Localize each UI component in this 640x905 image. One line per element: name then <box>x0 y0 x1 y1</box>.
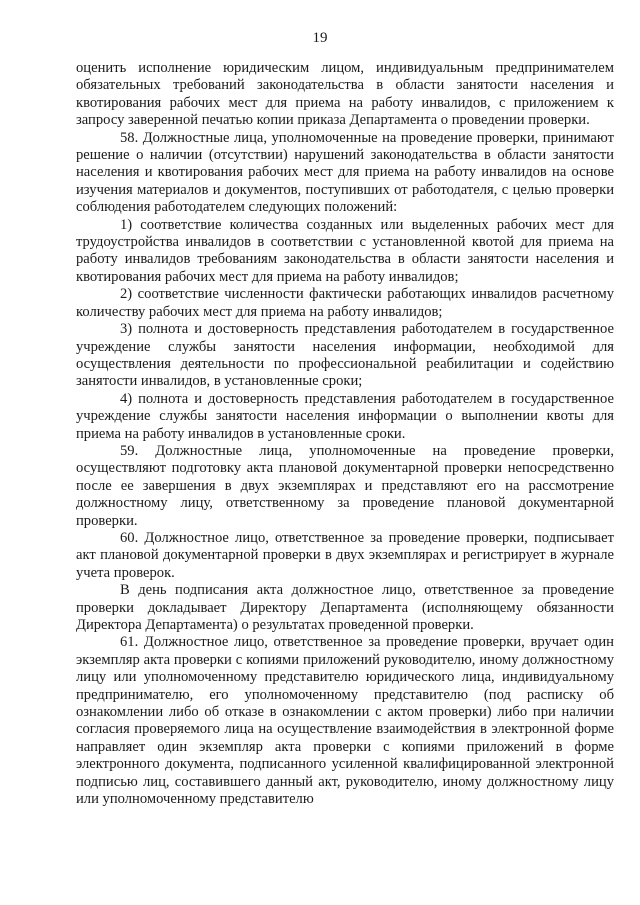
document-body <box>76 60 614 808</box>
paragraph-subitem-1: 1) соответствие количества созданных или выделенных рабочих мест для трудоустройства инвалидов в соответствии с установленной квотой для приема на работу инвалидов требованиям законодательства в области занятости населения и квотирования рабочих мест для приема на работу инвалидов; <box>76 216 614 285</box>
paragraph-subitem-3: 3) полнота и достоверность представления работодателем в государственное учреждение службы занятости населения информации, необходимой для осуществления деятельности по профессиональной реабилитации и содействию занятости инвалидов, в установленные сроки; <box>76 321 614 390</box>
paragraph-subitem-2: 2) соответствие численности фактически работающих инвалидов расчетному количеству рабочих мест для приема на работу инвалидов; <box>76 286 614 320</box>
page-number: 19 <box>312 30 328 46</box>
paragraph-item-60: 60. Должностное лицо, ответственное за проведение проверки, подписывает акт плановой документарной проверки в двух экземплярах и регистрирует в журнале учета проверок. <box>76 529 614 581</box>
paragraph-item-58: 58. Должностные лица, уполномоченные на проведение проверки, принимают решение о наличии (отсутствии) нарушений законодательства в области занятости населения и квотирования рабочих мест для приема на работу инвалидов на основе изучения материалов и документов, поступивших от работодателя, с целью проверки соблюдения работодателем следующих положений: <box>76 129 614 216</box>
paragraph-report-day: В день подписания акта должностное лицо, ответственное за проведение проверки докладывает Директору Департамента (исполняющему обязанности Директора Департамента) о результатах проведенной проверки. <box>76 582 614 633</box>
paragraph-subitem-4: 4) полнота и достоверность представления работодателем в государственное учреждение службы занятости населения информации о выполнении квоты для приема на работу инвалидов в установленные сроки. <box>76 390 614 442</box>
paragraph-item-61: 61. Должностное лицо, ответственное за проведение проверки, вручает один экземпляр акта проверки с копиями приложений руководителю, иному должностному лицу или уполномоченному представителю юридического лица, индивидуальному предпринимателю, его уполномоченному представителю (под расписку об ознакомлении либо об отказе в ознакомлении с актом проверки) либо при наличии согласия проверяемого лица на осуществление взаимодействия в электронной форме направляет один экземпляр акта проверки с копиями приложений в форме электронного документа, подписанного усиленной квалифицированной электронной подписью лиц, составившего данный акт, руководителю, иному должностному лицу или уполномоченному представителю <box>76 634 614 808</box>
paragraph-item-59: 59. Должностные лица, уполномоченные на проведение проверки, осуществляют подготовку акта плановой документарной проверки непосредственно после ее завершения в двух экземплярах и представляют его на рассмотрение должностному лицу, ответственному за проведение плановой документарной проверки. <box>76 442 614 529</box>
paragraph-continuation: оценить исполнение юридическим лицом, индивидуальным предпринимателем обязательных требований законодательства в области занятости населения и квотирования рабочих мест для приема на работу инвалидов, с приложением к запросу заверенной печатью копии приказа Департамента о проведении проверки. <box>76 60 614 129</box>
